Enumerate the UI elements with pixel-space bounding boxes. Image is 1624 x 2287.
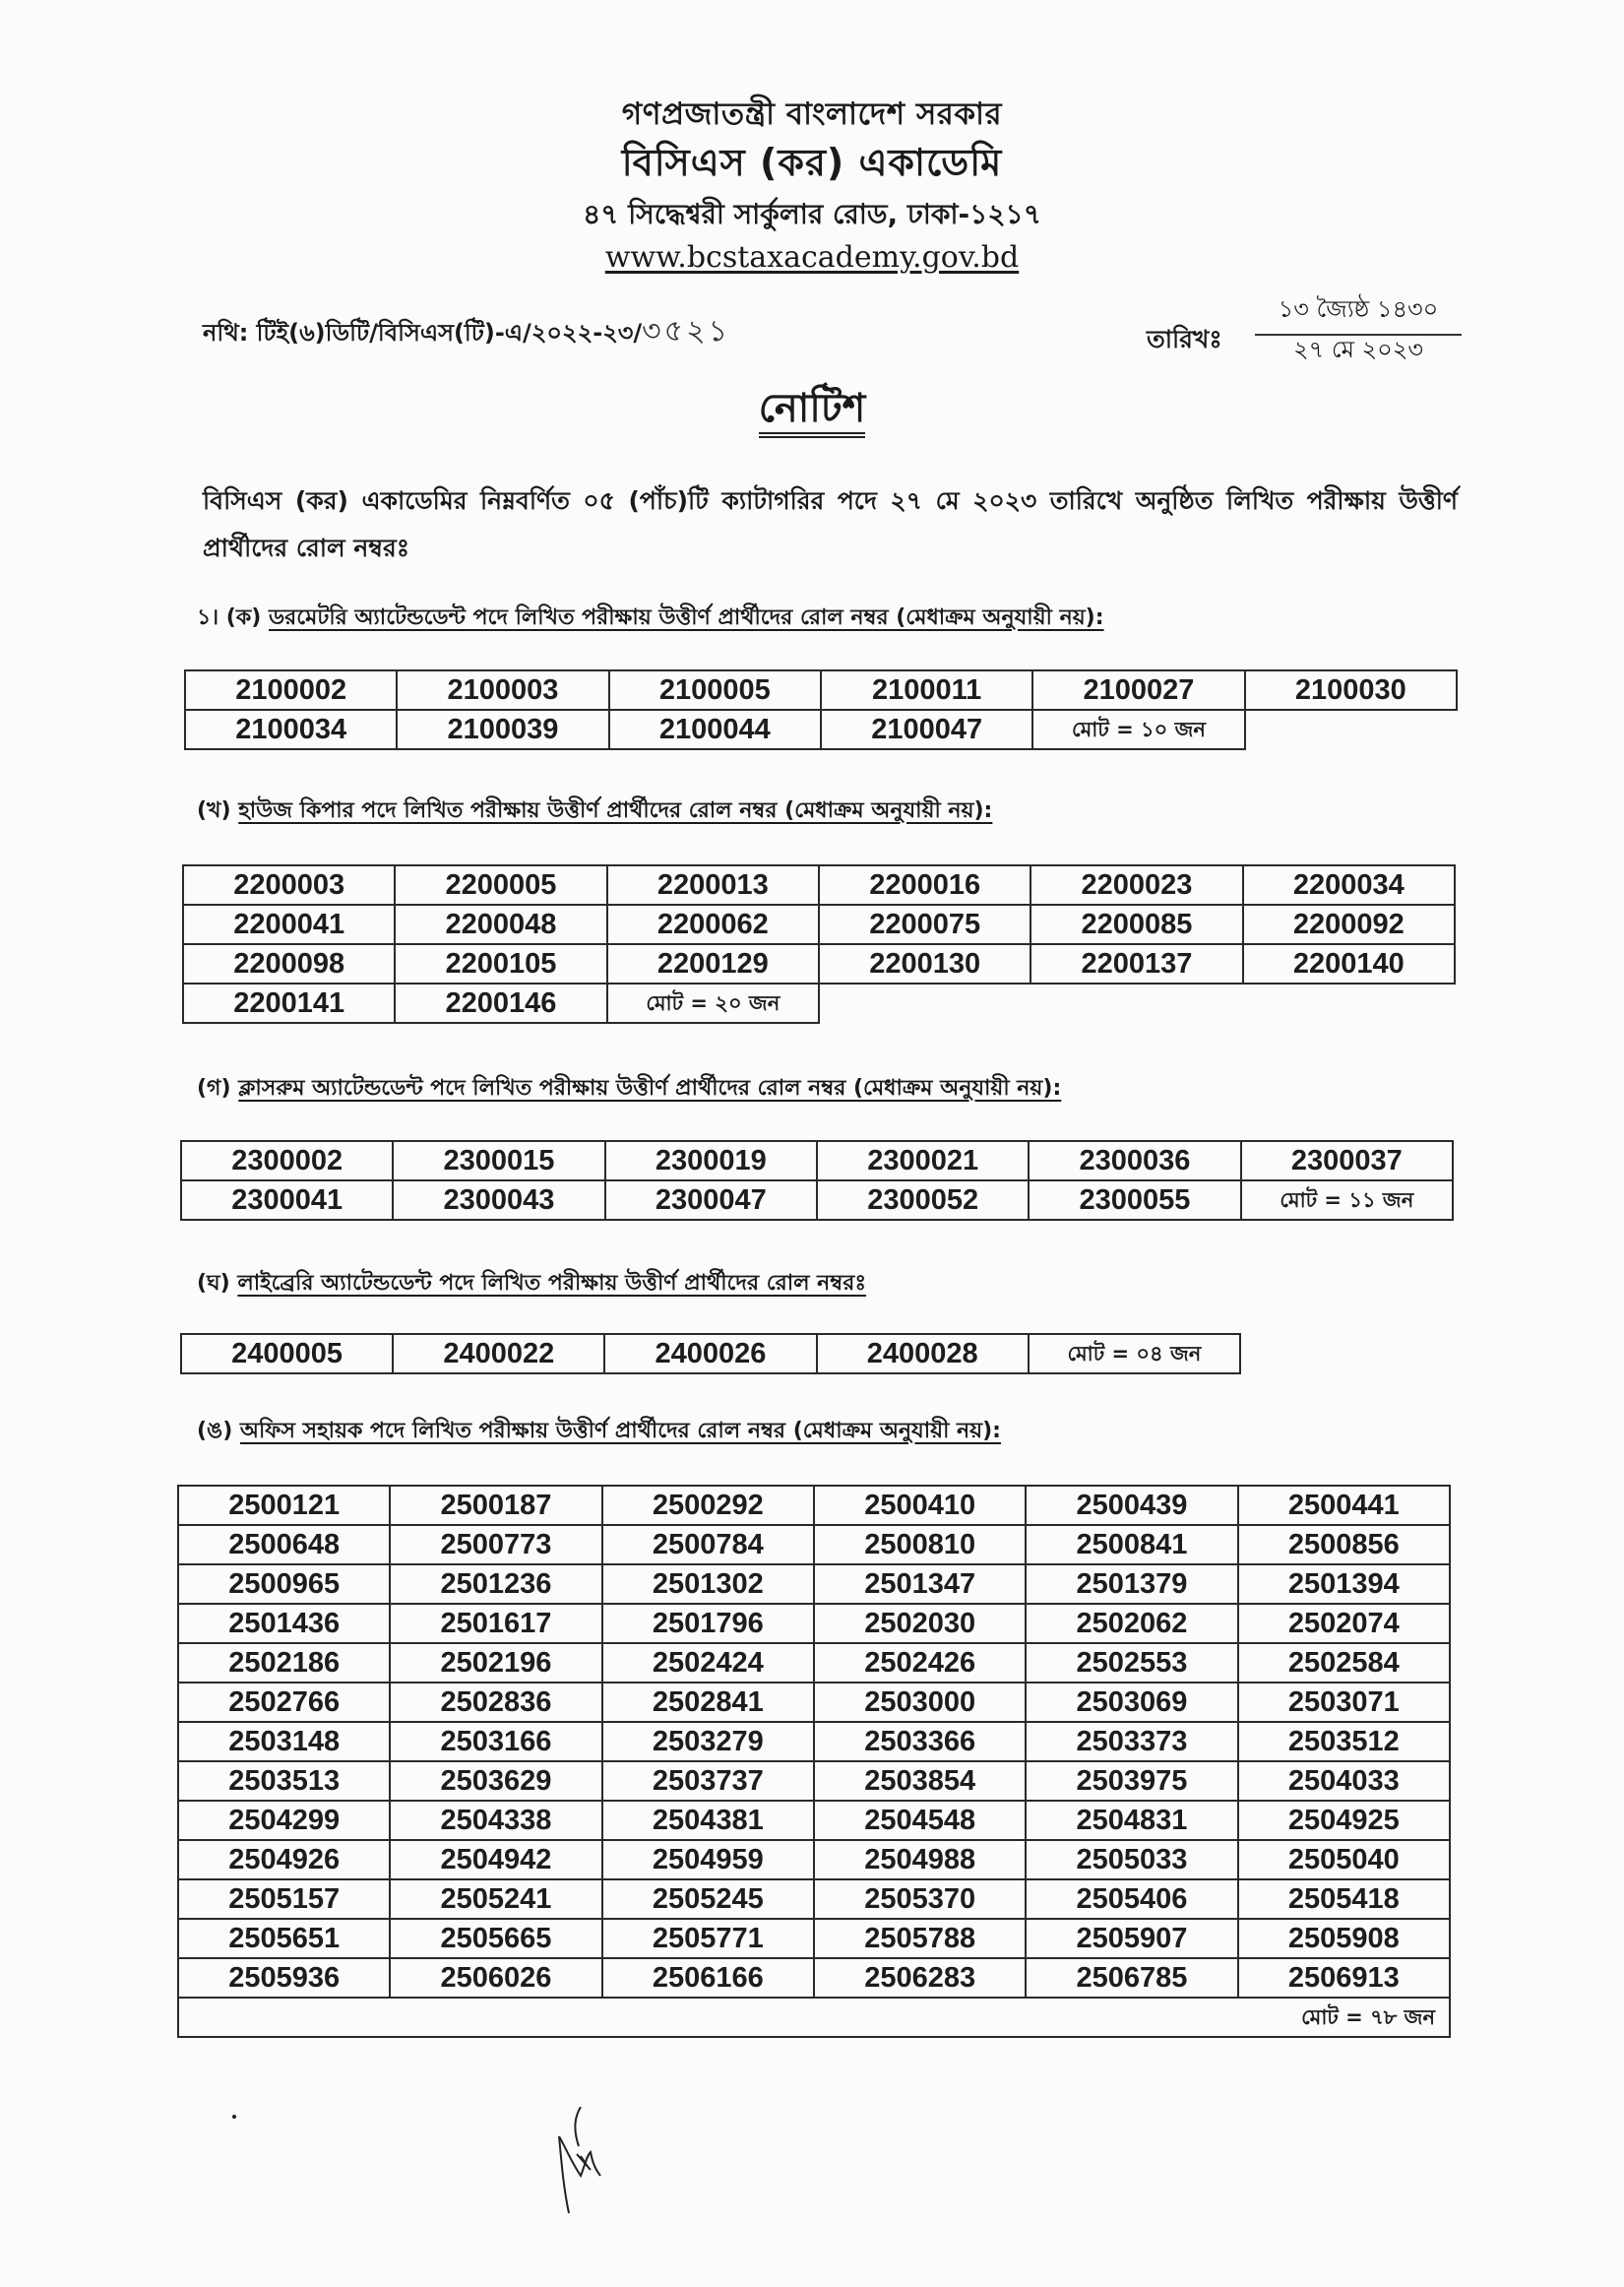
roll-number-cell: 2504831 bbox=[1026, 1801, 1237, 1840]
roll-number-cell: 2300047 bbox=[605, 1180, 817, 1220]
roll-number-cell: 2200034 bbox=[1243, 865, 1455, 905]
notice-title bbox=[0, 386, 1624, 438]
roll-number-cell: 2502584 bbox=[1238, 1643, 1450, 1683]
section-title: ক্লাসরুম অ্যাটেন্ডডেন্ট পদে লিখিত পরীক্ষায় উত্তীর্ণ প্রার্থীদের রোল নম্বর (মেধাক্রম অনুযায়ী নয়): bbox=[238, 1076, 1062, 1101]
roll-number-cell: 2400026 bbox=[604, 1334, 816, 1373]
roll-number-cell: 2200016 bbox=[819, 865, 1031, 905]
section-title: হাউজ কিপার পদে লিখিত পরীক্ষায় উত্তীর্ণ প্রার্থীদের রোল নম্বর (মেধাক্রম অনুযায়ী নয়): bbox=[238, 798, 993, 823]
roll-table-office-assistant bbox=[177, 1485, 1451, 2038]
roll-number-cell: 2504548 bbox=[814, 1801, 1026, 1840]
section-title: ডরমেটরি অ্যাটেন্ডডেন্ট পদে লিখিত পরীক্ষায় উত্তীর্ণ প্রার্থীদের রোল নম্বর (মেধাক্রম অনুযায়ী নয়): bbox=[268, 605, 1104, 630]
total-count-cell: মোট = ৭৮ জন bbox=[178, 1998, 1450, 2037]
table-row bbox=[178, 1840, 1450, 1879]
roll-number-cell: 2100005 bbox=[609, 670, 821, 710]
roll-number-cell: 2504988 bbox=[814, 1840, 1026, 1879]
website-link[interactable]: www.bcstaxacademy.gov.bd bbox=[604, 240, 1020, 275]
roll-number-cell: 2503373 bbox=[1026, 1722, 1237, 1761]
bangla-date: ১৩ জ্যৈষ্ঠ ১৪৩০ bbox=[1255, 291, 1462, 336]
roll-number-cell: 2505245 bbox=[602, 1879, 814, 1919]
roll-number-cell: 2504925 bbox=[1238, 1801, 1450, 1840]
roll-table-house-keeper bbox=[182, 864, 1456, 1024]
roll-number-cell: 2502186 bbox=[178, 1643, 390, 1683]
table-row bbox=[183, 944, 1455, 984]
table-row bbox=[178, 1683, 1450, 1722]
roll-number-cell: 2500856 bbox=[1238, 1525, 1450, 1564]
roll-number-cell: 2100011 bbox=[821, 670, 1032, 710]
memo-number bbox=[203, 307, 730, 357]
roll-number-cell: 2503071 bbox=[1238, 1683, 1450, 1722]
roll-number-cell: 2500121 bbox=[178, 1486, 390, 1525]
roll-number-cell: 2502836 bbox=[390, 1683, 601, 1722]
roll-number-cell: 2502426 bbox=[814, 1643, 1026, 1683]
roll-number-cell: 2503512 bbox=[1238, 1722, 1450, 1761]
date-label: তারিখঃ bbox=[1147, 325, 1222, 353]
table-row bbox=[178, 1801, 1450, 1840]
roll-number-cell: 2100039 bbox=[397, 710, 608, 749]
roll-number-cell: 2504033 bbox=[1238, 1761, 1450, 1801]
roll-number-cell: 2503513 bbox=[178, 1761, 390, 1801]
signature bbox=[551, 2107, 610, 2225]
roll-number-cell: 2300043 bbox=[393, 1180, 604, 1220]
memo-handwritten-number: ৩৫২১ bbox=[642, 314, 731, 349]
table-row bbox=[178, 1564, 1450, 1604]
roll-number-cell: 2505788 bbox=[814, 1919, 1026, 1958]
roll-number-cell: 2500410 bbox=[814, 1486, 1026, 1525]
roll-number-cell: 2500292 bbox=[602, 1486, 814, 1525]
table-row bbox=[178, 1761, 1450, 1801]
section-title: লাইব্রেরি অ্যাটেন্ডডেন্ট পদে লিখিত পরীক্ষায় উত্তীর্ণ প্রার্থীদের রোল নম্বরঃ bbox=[237, 1271, 867, 1296]
roll-number-cell: 2400022 bbox=[393, 1334, 604, 1373]
total-count-cell: মোট = ১০ জন bbox=[1032, 710, 1244, 749]
roll-number-cell: 2505033 bbox=[1026, 1840, 1237, 1879]
roll-number-cell: 2300036 bbox=[1029, 1141, 1240, 1180]
roll-number-cell: 2501796 bbox=[602, 1604, 814, 1643]
roll-number-cell: 2200013 bbox=[607, 865, 819, 905]
table-row bbox=[185, 670, 1457, 710]
roll-number-cell: 2505157 bbox=[178, 1879, 390, 1919]
table-row bbox=[181, 1334, 1240, 1373]
roll-number-cell: 2200075 bbox=[819, 905, 1031, 944]
roll-number-cell: 2505771 bbox=[602, 1919, 814, 1958]
roll-number-cell: 2100002 bbox=[185, 670, 397, 710]
table-row bbox=[178, 1958, 1450, 1998]
roll-number-cell: 2503854 bbox=[814, 1761, 1026, 1801]
roll-number-cell: 2501617 bbox=[390, 1604, 601, 1643]
roll-number-cell: 2501379 bbox=[1026, 1564, 1237, 1604]
roll-number-cell: 2501302 bbox=[602, 1564, 814, 1604]
roll-number-cell: 2100034 bbox=[185, 710, 397, 749]
roll-number-cell: 2100003 bbox=[397, 670, 608, 710]
roll-number-cell: 2505406 bbox=[1026, 1879, 1237, 1919]
section-prefix: (ঙ) bbox=[197, 1419, 233, 1443]
notice-title-text: নোটিশ bbox=[759, 387, 866, 438]
roll-number-cell: 2200023 bbox=[1031, 865, 1242, 905]
roll-number-cell: 2504338 bbox=[390, 1801, 601, 1840]
roll-number-cell: 2502074 bbox=[1238, 1604, 1450, 1643]
roll-number-cell: 2504942 bbox=[390, 1840, 601, 1879]
organization-name: বিসিএস (কর) একাডেমি bbox=[621, 141, 1003, 184]
roll-number-cell: 2200098 bbox=[183, 944, 395, 984]
ink-dot bbox=[232, 2115, 236, 2119]
roll-number-cell: 2200129 bbox=[607, 944, 819, 984]
roll-number-cell: 2500439 bbox=[1026, 1486, 1237, 1525]
roll-number-cell: 2501236 bbox=[390, 1564, 601, 1604]
roll-number-cell: 2500784 bbox=[602, 1525, 814, 1564]
section-prefix: (খ) bbox=[197, 798, 231, 823]
table-row bbox=[178, 1919, 1450, 1958]
roll-number-cell: 2505907 bbox=[1026, 1919, 1237, 1958]
roll-number-cell: 2300041 bbox=[181, 1180, 393, 1220]
roll-number-cell: 2501436 bbox=[178, 1604, 390, 1643]
roll-number-cell: 2506913 bbox=[1238, 1958, 1450, 1998]
roll-number-cell: 2505651 bbox=[178, 1919, 390, 1958]
roll-number-cell: 2502424 bbox=[602, 1643, 814, 1683]
roll-number-cell: 2502196 bbox=[390, 1643, 601, 1683]
roll-number-cell: 2502030 bbox=[814, 1604, 1026, 1643]
roll-number-cell: 2505665 bbox=[390, 1919, 601, 1958]
roll-number-cell: 2503737 bbox=[602, 1761, 814, 1801]
roll-number-cell: 2503366 bbox=[814, 1722, 1026, 1761]
table-row bbox=[183, 905, 1455, 944]
total-count-cell: মোট = ২০ জন bbox=[607, 984, 819, 1023]
roll-number-cell: 2200085 bbox=[1031, 905, 1242, 944]
table-row bbox=[183, 984, 1455, 1023]
roll-number-cell: 2500965 bbox=[178, 1564, 390, 1604]
roll-number-cell: 2200003 bbox=[183, 865, 395, 905]
roll-number-cell: 2300021 bbox=[817, 1141, 1029, 1180]
table-row bbox=[178, 1879, 1450, 1919]
total-count-cell: মোট = ১১ জন bbox=[1241, 1180, 1453, 1220]
roll-number-cell: 2505418 bbox=[1238, 1879, 1450, 1919]
roll-number-cell: 2200005 bbox=[395, 865, 606, 905]
table-row bbox=[178, 1525, 1450, 1564]
section-heading bbox=[197, 1414, 1001, 1450]
roll-number-cell: 2503000 bbox=[814, 1683, 1026, 1722]
roll-number-cell: 2502062 bbox=[1026, 1604, 1237, 1643]
roll-number-cell: 2505936 bbox=[178, 1958, 390, 1998]
roll-number-cell: 2300037 bbox=[1241, 1141, 1453, 1180]
website-line bbox=[0, 240, 1624, 275]
roll-number-cell: 2500648 bbox=[178, 1525, 390, 1564]
section-heading bbox=[197, 1071, 1061, 1108]
roll-number-cell: 2502553 bbox=[1026, 1643, 1237, 1683]
roll-number-cell: 2200041 bbox=[183, 905, 395, 944]
roll-number-cell: 2505040 bbox=[1238, 1840, 1450, 1879]
section-prefix: (ঘ) bbox=[197, 1271, 230, 1296]
roll-number-cell: 2501347 bbox=[814, 1564, 1026, 1604]
notice-intro: বিসিএস (কর) একাডেমির নিম্নবর্ণিত ০৫ (পাঁচ)টি ক্যাটাগরির পদে ২৭ মে ২০২৩ তারিখে অনুষ্ঠিত লিখিত পরীক্ষায় উত্তীর্ণ প্রার্থীদের রোল নম্বরঃ bbox=[203, 486, 1458, 562]
memo-label: নথি: টিই(৬)ডিটি/বিসিএস(টি)-এ/২০২২-২৩/ bbox=[203, 319, 643, 347]
roll-number-cell: 2500810 bbox=[814, 1525, 1026, 1564]
roll-number-cell: 2500773 bbox=[390, 1525, 601, 1564]
roll-number-cell: 2500841 bbox=[1026, 1525, 1237, 1564]
government-name: গণপ্রজাতন্ত্রী বাংলাদেশ সরকার bbox=[621, 96, 1003, 132]
table-row bbox=[181, 1141, 1453, 1180]
roll-table-library-attendant bbox=[180, 1333, 1241, 1374]
roll-number-cell: 2300015 bbox=[393, 1141, 604, 1180]
roll-number-cell: 2200092 bbox=[1243, 905, 1455, 944]
empty-cell bbox=[819, 984, 1031, 1023]
roll-number-cell: 2506283 bbox=[814, 1958, 1026, 1998]
roll-number-cell: 2200137 bbox=[1031, 944, 1242, 984]
roll-number-cell: 2502766 bbox=[178, 1683, 390, 1722]
roll-number-cell: 2200140 bbox=[1243, 944, 1455, 984]
roll-number-cell: 2505241 bbox=[390, 1879, 601, 1919]
roll-number-cell: 2502841 bbox=[602, 1683, 814, 1722]
roll-number-cell: 2504299 bbox=[178, 1801, 390, 1840]
roll-number-cell: 2503975 bbox=[1026, 1761, 1237, 1801]
section-prefix: (গ) bbox=[197, 1076, 231, 1101]
section-heading bbox=[197, 601, 1104, 637]
table-row bbox=[178, 1604, 1450, 1643]
roll-table-classroom-attendant bbox=[180, 1140, 1454, 1221]
section-heading bbox=[197, 1266, 866, 1302]
roll-table-dormitory-attendant bbox=[184, 669, 1458, 750]
roll-number-cell: 2506166 bbox=[602, 1958, 814, 1998]
total-count-cell: মোট = ০৪ জন bbox=[1029, 1334, 1240, 1373]
roll-number-cell: 2503166 bbox=[390, 1722, 601, 1761]
roll-number-cell: 2400028 bbox=[817, 1334, 1029, 1373]
roll-number-cell: 2504959 bbox=[602, 1840, 814, 1879]
roll-number-cell: 2100030 bbox=[1245, 670, 1457, 710]
roll-number-cell: 2300002 bbox=[181, 1141, 393, 1180]
roll-number-cell: 2300055 bbox=[1029, 1180, 1240, 1220]
roll-number-cell: 2505370 bbox=[814, 1879, 1026, 1919]
table-row bbox=[178, 1643, 1450, 1683]
roll-number-cell: 2504381 bbox=[602, 1801, 814, 1840]
roll-number-cell: 2300052 bbox=[817, 1180, 1029, 1220]
roll-number-cell: 2503629 bbox=[390, 1761, 601, 1801]
section-title: অফিস সহায়ক পদে লিখিত পরীক্ষায় উত্তীর্ণ প্রার্থীদের রোল নম্বর (মেধাক্রম অনুযায়ী নয়): bbox=[239, 1419, 1001, 1443]
roll-number-cell: 2506785 bbox=[1026, 1958, 1237, 1998]
roll-number-cell: 2100027 bbox=[1032, 670, 1244, 710]
roll-number-cell: 2504926 bbox=[178, 1840, 390, 1879]
roll-number-cell: 2503069 bbox=[1026, 1683, 1237, 1722]
roll-number-cell: 2503148 bbox=[178, 1722, 390, 1761]
roll-number-cell: 2500187 bbox=[390, 1486, 601, 1525]
table-row bbox=[178, 1722, 1450, 1761]
roll-number-cell: 2400005 bbox=[181, 1334, 393, 1373]
roll-number-cell: 2505908 bbox=[1238, 1919, 1450, 1958]
roll-number-cell: 2200105 bbox=[395, 944, 606, 984]
roll-number-cell: 2200141 bbox=[183, 984, 395, 1023]
organization-address: ৪৭ সিদ্ধেশ্বরী সার্কুলার রোড, ঢাকা-১২১৭ bbox=[583, 198, 1041, 230]
table-row bbox=[185, 710, 1457, 749]
roll-number-cell: 2506026 bbox=[390, 1958, 601, 1998]
roll-number-cell: 2501394 bbox=[1238, 1564, 1450, 1604]
roll-number-cell: 2100047 bbox=[821, 710, 1032, 749]
roll-number-cell: 2200048 bbox=[395, 905, 606, 944]
section-prefix: ১। (ক) bbox=[197, 605, 262, 630]
table-total-row bbox=[178, 1998, 1450, 2037]
table-row bbox=[183, 865, 1455, 905]
roll-number-cell: 2503279 bbox=[602, 1722, 814, 1761]
empty-cell bbox=[1243, 984, 1455, 1023]
roll-number-cell: 2200062 bbox=[607, 905, 819, 944]
roll-number-cell: 2100044 bbox=[609, 710, 821, 749]
roll-number-cell: 2500441 bbox=[1238, 1486, 1450, 1525]
empty-cell bbox=[1245, 710, 1457, 749]
roll-number-cell: 2300019 bbox=[605, 1141, 817, 1180]
table-row bbox=[178, 1486, 1450, 1525]
table-row bbox=[181, 1180, 1453, 1220]
english-date: ২৭ মে ২০২৩ bbox=[1293, 336, 1423, 363]
section-heading bbox=[197, 794, 992, 830]
empty-cell bbox=[1031, 984, 1242, 1023]
roll-number-cell: 2200130 bbox=[819, 944, 1031, 984]
roll-number-cell: 2200146 bbox=[395, 984, 606, 1023]
